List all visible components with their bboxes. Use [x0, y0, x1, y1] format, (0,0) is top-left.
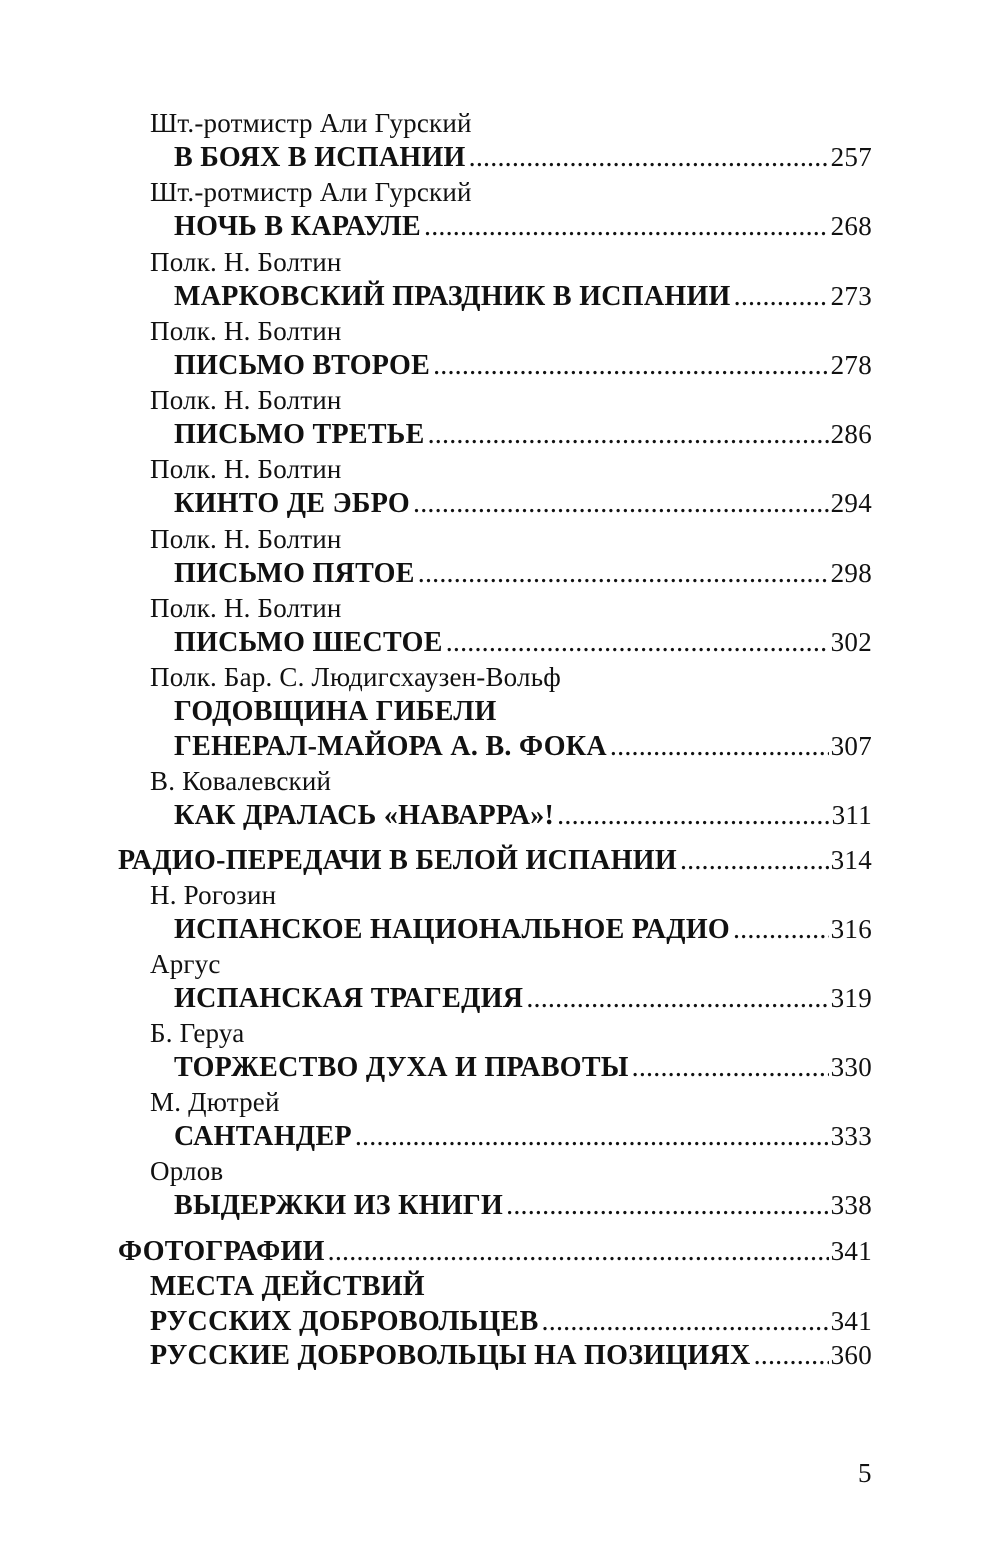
toc-entry	[174, 733, 872, 761]
dot-leader	[428, 421, 829, 449]
toc-title: ГЕНЕРАЛ-МАЙОРА А. В. ФОКА	[174, 731, 607, 762]
toc-entry	[174, 985, 872, 1013]
toc-author: М. Дютрей	[150, 1087, 280, 1117]
toc-title: ПИСЬМО ШЕСТОЕ	[174, 627, 443, 658]
toc-title: ИСПАНСКАЯ ТРАГЕДИЯ	[174, 983, 524, 1014]
toc-entry	[174, 352, 872, 380]
toc-author: Аргус	[150, 949, 221, 979]
toc-page-number: 273	[830, 281, 872, 311]
toc-title-line: МЕСТА ДЕЙСТВИЙ	[150, 1271, 425, 1302]
toc-section-title: РАДИО-ПЕРЕДАЧИ В БЕЛОЙ ИСПАНИИ	[118, 845, 677, 876]
toc-title: КИНТО ДЕ ЭБРО	[174, 488, 411, 519]
toc-entry	[174, 629, 872, 657]
toc-page-number: 268	[830, 211, 872, 241]
toc-title-line: ГОДОВЩИНА ГИБЕЛИ	[174, 696, 497, 727]
toc-page-number: 333	[830, 1121, 872, 1151]
toc-entry	[174, 1054, 872, 1082]
dot-leader	[418, 560, 829, 588]
toc-page-number: 338	[830, 1190, 872, 1220]
toc-entry	[174, 1192, 872, 1220]
toc-entry	[150, 1342, 872, 1370]
toc-section	[118, 1238, 872, 1266]
toc-author: В. Ковалевский	[150, 766, 332, 796]
toc-title: МАРКОВСКИЙ ПРАЗДНИК В ИСПАНИИ	[174, 281, 731, 312]
dot-leader	[754, 1342, 829, 1370]
toc-title: ВЫДЕРЖКИ ИЗ КНИГИ	[174, 1190, 504, 1221]
dot-leader	[557, 802, 829, 830]
toc-entry	[174, 490, 872, 518]
toc-author: Полк. Н. Болтин	[150, 454, 342, 484]
toc-page-number: 314	[830, 845, 872, 875]
toc-author: Б. Геруа	[150, 1018, 245, 1048]
dot-leader	[469, 144, 829, 172]
toc-entry	[174, 802, 872, 830]
toc-page-number: 294	[830, 488, 872, 518]
toc-author: Полк. Н. Болтин	[150, 247, 342, 277]
toc-page-number: 257	[830, 142, 872, 172]
dot-leader	[542, 1308, 829, 1336]
toc-entry	[174, 421, 872, 449]
toc-page-number: 319	[830, 983, 872, 1013]
toc-entry	[174, 1123, 872, 1151]
toc-title: ИСПАНСКОЕ НАЦИОНАЛЬНОЕ РАДИО	[174, 914, 730, 945]
toc-page-number: 341	[830, 1236, 872, 1266]
toc-title: В БОЯХ В ИСПАНИИ	[174, 142, 466, 173]
toc-page-number: 311	[831, 800, 872, 830]
dot-leader	[355, 1123, 829, 1151]
toc-section-title: ФОТОГРАФИИ	[118, 1236, 325, 1267]
toc-page-number: 286	[830, 419, 872, 449]
toc-title: ПИСЬМО ТРЕТЬЕ	[174, 419, 425, 450]
toc-entry	[174, 283, 872, 311]
toc-page-number: 298	[830, 558, 872, 588]
page-number: 5	[858, 1458, 872, 1488]
dot-leader	[506, 1192, 828, 1220]
dot-leader	[526, 985, 828, 1013]
dot-leader	[733, 916, 829, 944]
dot-leader	[680, 847, 829, 875]
dot-leader	[610, 733, 829, 761]
toc-title: РУССКИХ ДОБРОВОЛЬЦЕВ	[150, 1306, 539, 1337]
toc-entry	[150, 1308, 872, 1336]
dot-leader	[433, 352, 829, 380]
toc-page-number: 341	[830, 1306, 872, 1336]
toc-section	[118, 847, 872, 875]
dot-leader	[734, 283, 829, 311]
toc-page-number: 330	[830, 1052, 872, 1082]
dot-leader	[328, 1238, 829, 1266]
toc-author: Орлов	[150, 1156, 224, 1186]
dot-leader	[413, 490, 829, 518]
toc-author: Полк. Н. Болтин	[150, 385, 342, 415]
toc-author: Полк. Н. Болтин	[150, 524, 342, 554]
toc-page-number: 302	[830, 627, 872, 657]
toc-page-number: 360	[830, 1340, 872, 1370]
toc-title: РУССКИЕ ДОБРОВОЛЬЦЫ НА ПОЗИЦИЯХ	[150, 1340, 751, 1371]
toc-page-number: 316	[830, 914, 872, 944]
dot-leader	[446, 629, 829, 657]
toc-author: Полк. Н. Болтин	[150, 316, 342, 346]
toc-title: САНТАНДЕР	[174, 1121, 352, 1152]
toc-page-number: 307	[830, 731, 872, 761]
toc-title: НОЧЬ В КАРАУЛЕ	[174, 211, 421, 242]
toc-author: Шт.-ротмистр Али Гурский	[150, 177, 472, 207]
toc-entry	[174, 144, 872, 172]
toc-author: Полк. Бар. С. Людигсхаузен-Вольф	[150, 662, 561, 692]
toc-title: ТОРЖЕСТВО ДУХА И ПРАВОТЫ	[174, 1052, 629, 1083]
dot-leader	[632, 1054, 829, 1082]
toc-title: ПИСЬМО ПЯТОЕ	[174, 558, 415, 589]
toc-author: Шт.-ротмистр Али Гурский	[150, 108, 472, 138]
dot-leader	[424, 213, 829, 241]
toc-title: ПИСЬМО ВТОРОЕ	[174, 350, 431, 381]
toc-entry	[174, 560, 872, 588]
toc-entry	[174, 213, 872, 241]
toc-author: Полк. Н. Болтин	[150, 593, 342, 623]
toc-page-number: 278	[830, 350, 872, 380]
toc-entry	[174, 916, 872, 944]
toc-author: Н. Рогозин	[150, 880, 277, 910]
toc-title: КАК ДРАЛАСЬ «НАВАРРА»!	[174, 800, 555, 831]
